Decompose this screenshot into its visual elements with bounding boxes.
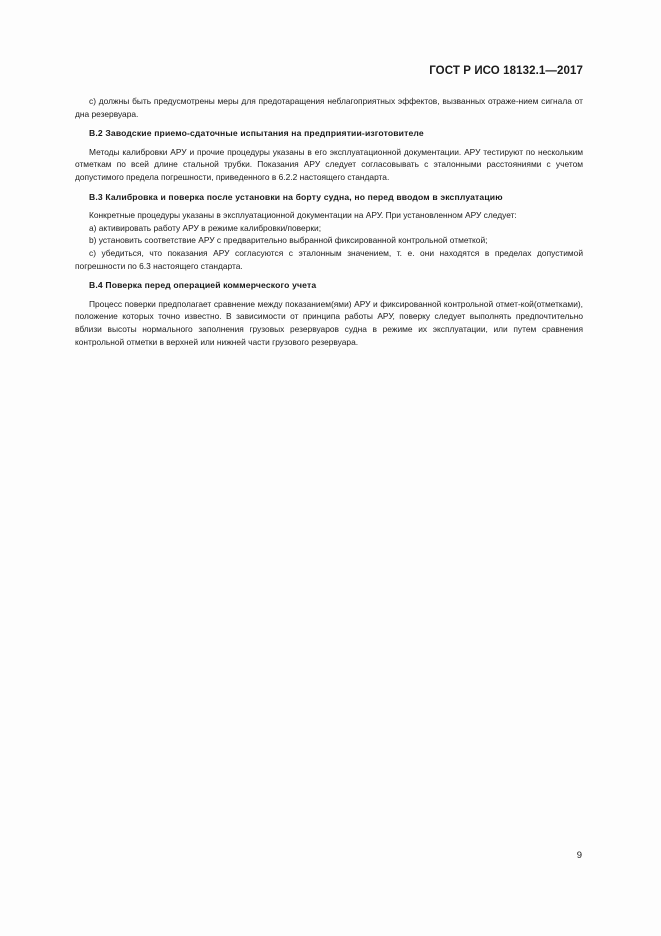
list-item-c-intro: c) должны быть предусмотрены меры для предотаращения неблагоприятных эффектов, вызванных отраже-нием сигнала от дна резервуара. — [75, 96, 583, 119]
section-heading-b2: В.2 Заводские приемо-сдаточные испытания на предприятии-изготовителе — [89, 128, 424, 139]
list-item-b: b) установить соответствие АРУ с предварительно выбранной фиксированной контрольной отметкой; — [89, 235, 488, 246]
section-heading-b4: В.4 Поверка перед операцией коммерческого учета — [89, 280, 317, 291]
list-item-a: a) активировать работу АРУ в режиме калибровки/поверки; — [89, 222, 322, 233]
page-number: 9 — [576, 850, 582, 861]
document-header: ГОСТ Р ИСО 18132.1—2017 — [429, 65, 583, 77]
section-heading-b3: В.3 Калибровка и поверка после установки на борту судна, но перед вводом в эксплуатацию — [89, 191, 503, 202]
section-paragraph-b3: Конкретные процедуры указаны в эксплуатационной документации на АРУ. При установленном АРУ следует: — [89, 210, 517, 221]
document-body — [75, 95, 583, 348]
section-paragraph-b2: Методы калибровки АРУ и прочие процедуры указаны в его эксплуатационной документации. АРУ тестируют по нескольким отметкам по всей длине стальной трубки. Показания АРУ следует согласовывать с эталонными расстояниями с учетом допустимого предела погрешности, приведенного в 6.2.2 настоящего стандарта. — [75, 146, 583, 182]
list-item-c: c) убедиться, что показания АРУ согласуются с эталонным значением, т. е. они находятся в пределах допустимой погрешности по 6.3 настоящего стандарта. — [75, 247, 583, 271]
section-paragraph-b4: Процесс поверки предполагает сравнение между показанием(ями) АРУ и фиксированной контрольной отмет-кой(отметками), положение которых точно известно. В зависимости от принципа работы АРУ, поверку следует выполнять предпочтительно вблизи высоты нормального заполнения грузовых резервуаров судна в режиме их эксплуатации, или путем сравнения контрольной отметки в верхней или нижней части грузового резервуара. — [75, 298, 583, 347]
